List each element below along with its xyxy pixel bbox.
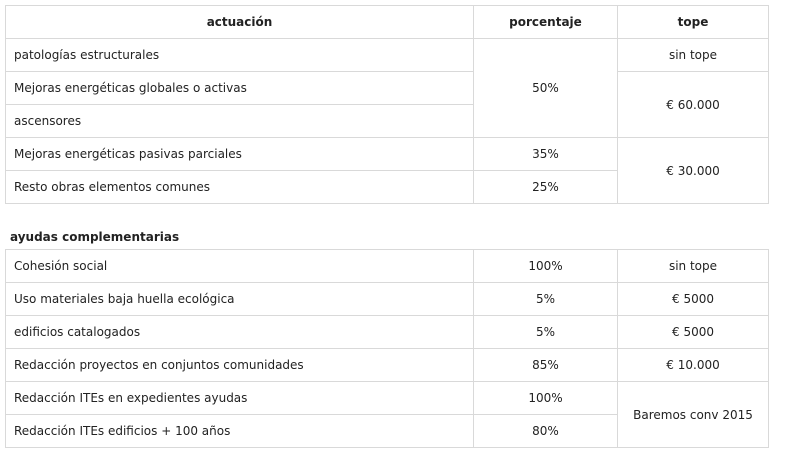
cell-tope-merged: € 60.000 [618, 72, 769, 138]
table-header-row [6, 6, 769, 39]
table-row [6, 283, 769, 316]
cell-porcentaje: 5% [474, 316, 618, 349]
table-row [6, 316, 769, 349]
cell-porcentaje-merged: 50% [474, 39, 618, 138]
cell-actuacion: Cohesión social [6, 250, 474, 283]
cell-actuacion: ascensores [6, 105, 474, 138]
cell-actuacion: Redacción ITEs edificios + 100 años [6, 415, 474, 448]
table-row [6, 138, 769, 171]
cell-tope: € 5000 [618, 316, 769, 349]
cell-actuacion: Uso materiales baja huella ecológica [6, 283, 474, 316]
cell-porcentaje: 100% [474, 382, 618, 415]
cell-porcentaje: 25% [474, 171, 618, 204]
cell-tope: sin tope [618, 39, 769, 72]
table-row [6, 349, 769, 382]
actuaciones-table [5, 5, 769, 204]
section-heading: ayudas complementarias [10, 230, 180, 244]
header-tope: tope [618, 6, 769, 39]
cell-porcentaje: 100% [474, 250, 618, 283]
cell-porcentaje: 35% [474, 138, 618, 171]
table-row [6, 382, 769, 415]
cell-tope: sin tope [618, 250, 769, 283]
cell-tope-merged: Baremos conv 2015 [618, 382, 769, 448]
cell-porcentaje: 5% [474, 283, 618, 316]
header-actuacion: actuación [6, 6, 474, 39]
header-porcentaje: porcentaje [474, 6, 618, 39]
table-row [6, 39, 769, 72]
ayudas-complementarias-table [5, 249, 769, 448]
cell-actuacion: patologías estructurales [6, 39, 474, 72]
cell-actuacion: Redacción ITEs en expedientes ayudas [6, 382, 474, 415]
cell-porcentaje: 80% [474, 415, 618, 448]
cell-actuacion: Resto obras elementos comunes [6, 171, 474, 204]
cell-porcentaje: 85% [474, 349, 618, 382]
cell-tope-merged: € 30.000 [618, 138, 769, 204]
cell-actuacion: Redacción proyectos en conjuntos comunidades [6, 349, 474, 382]
cell-actuacion: edificios catalogados [6, 316, 474, 349]
cell-actuacion: Mejoras energéticas pasivas parciales [6, 138, 474, 171]
cell-actuacion: Mejoras energéticas globales o activas [6, 72, 474, 105]
cell-tope: € 10.000 [618, 349, 769, 382]
cell-tope: € 5000 [618, 283, 769, 316]
table-row [6, 250, 769, 283]
table-row [6, 72, 769, 105]
